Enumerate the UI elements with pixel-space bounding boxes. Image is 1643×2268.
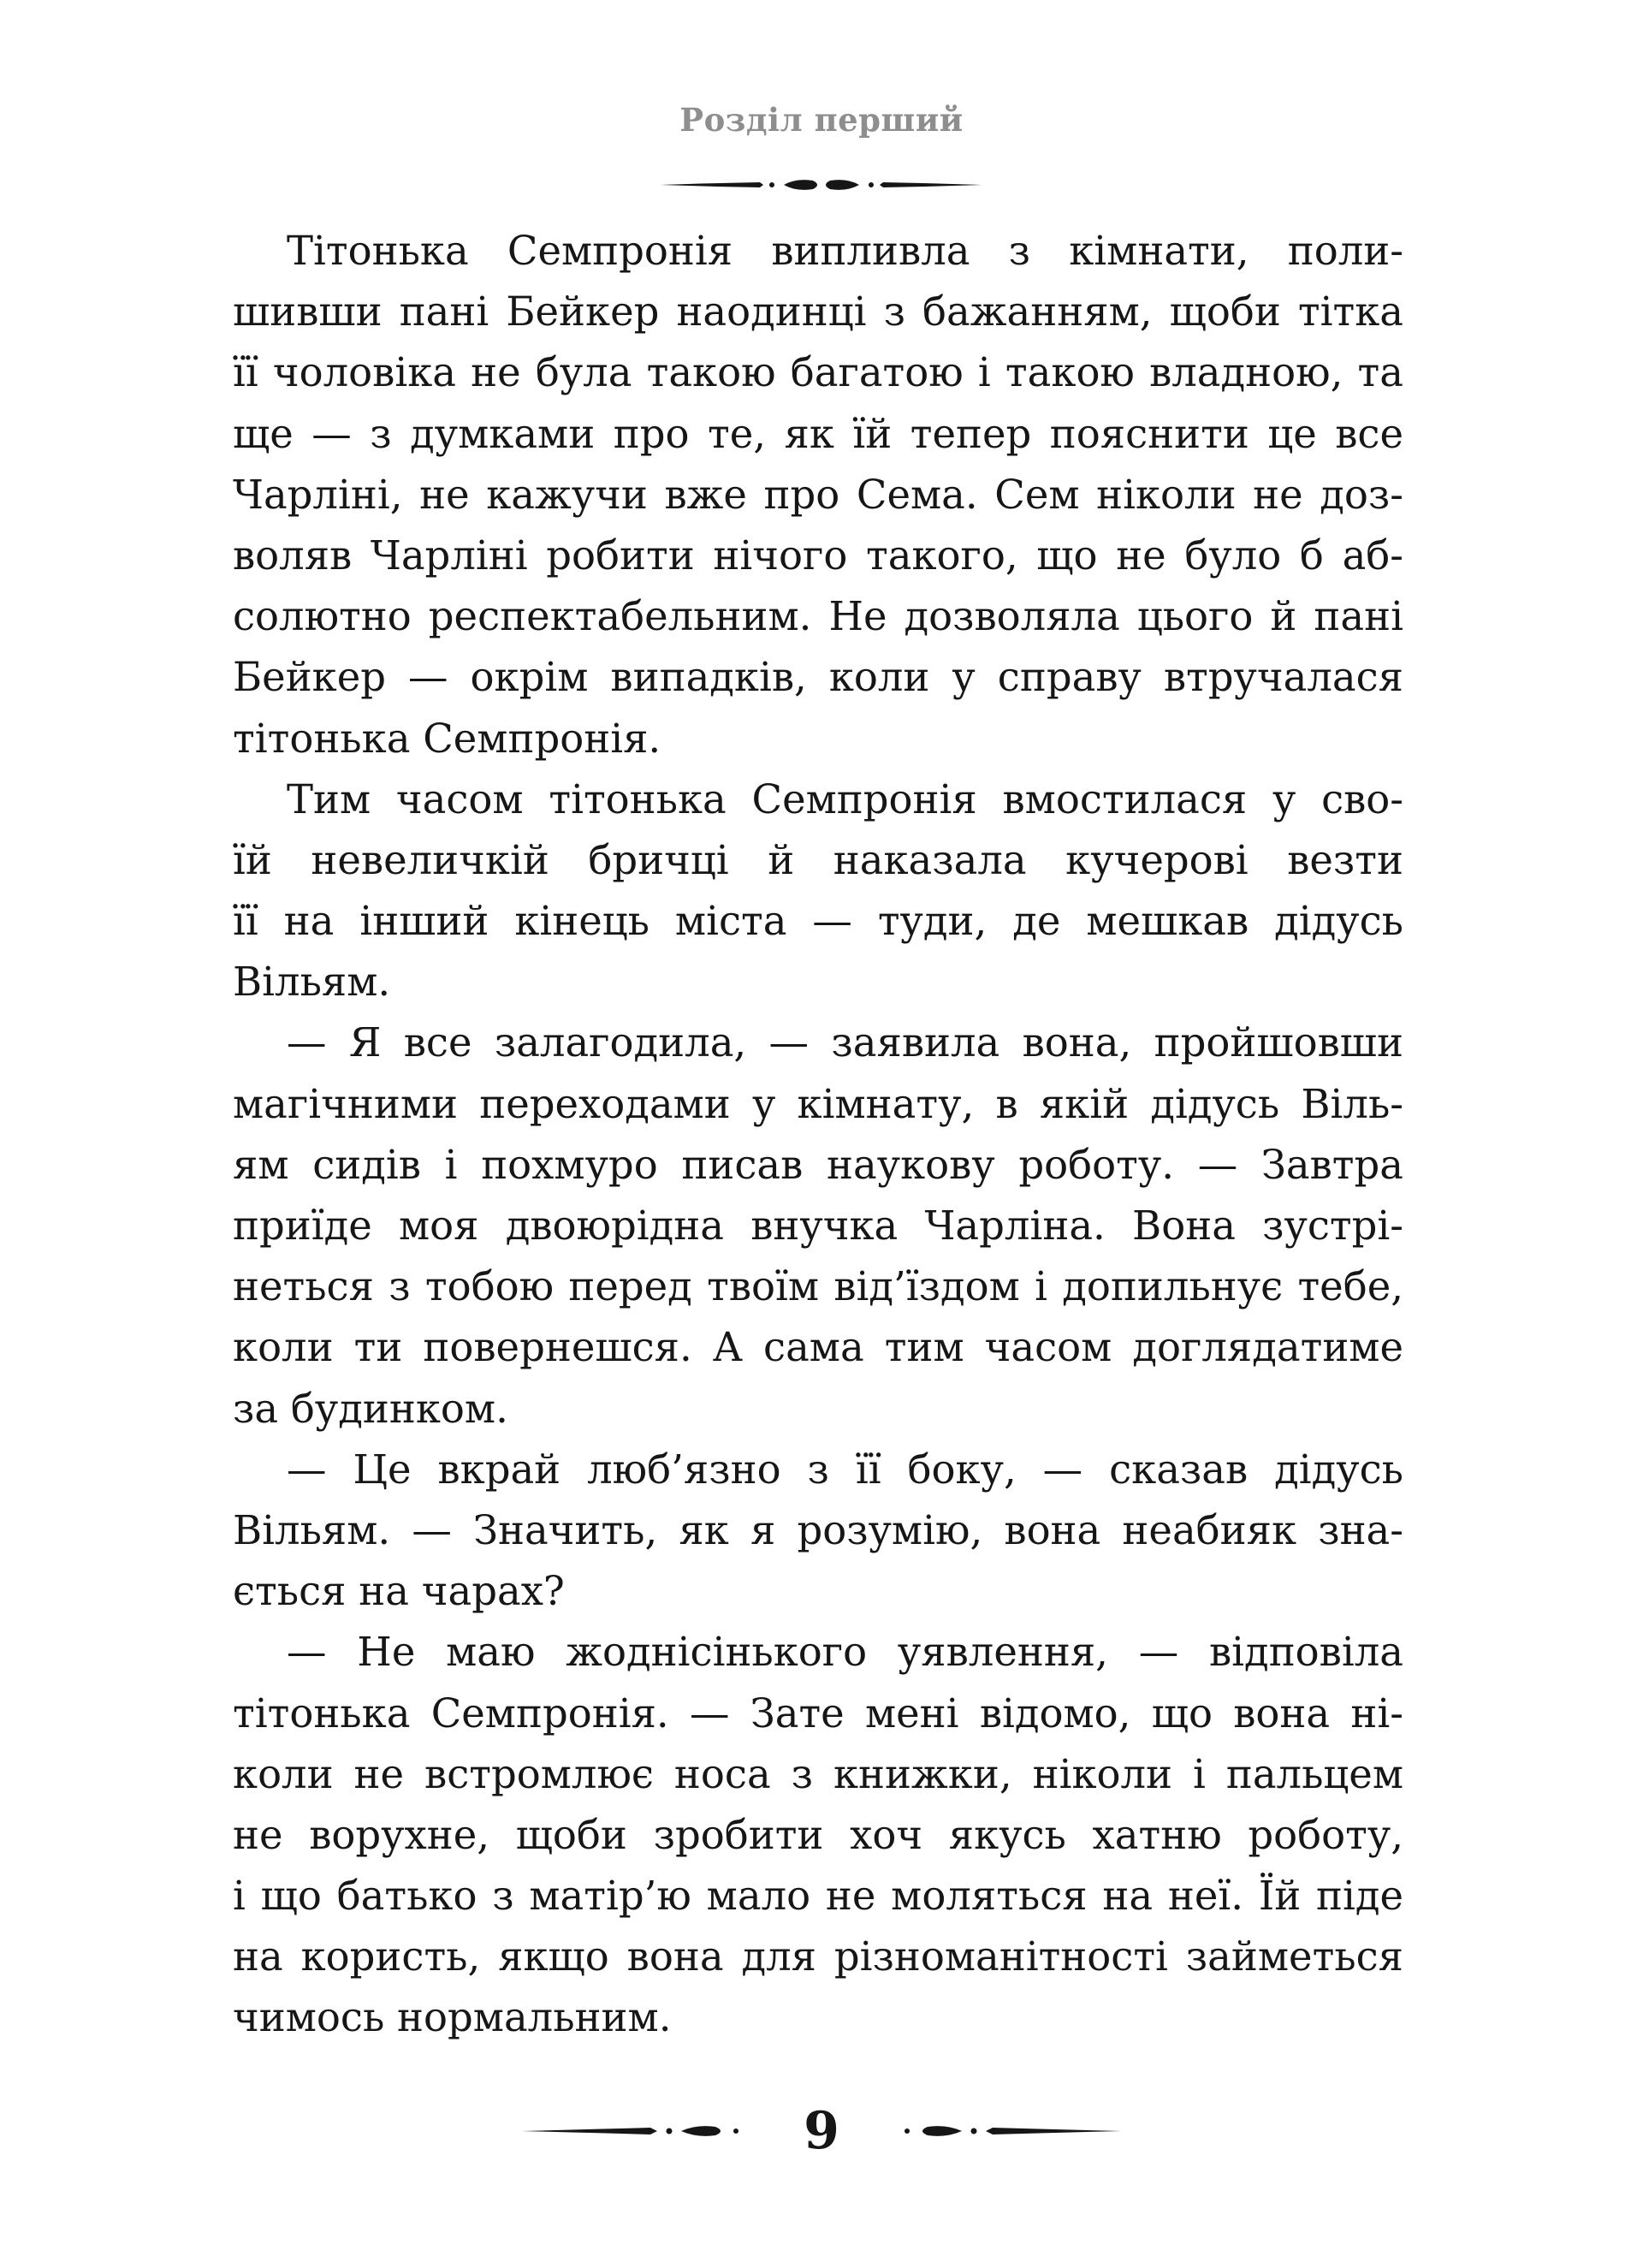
text-line: солютно респектабельним. Не дозволяла цього й пані: [233, 593, 1403, 640]
text-line: шивши пані Бейкер наодинці з бажанням, щоби тітка: [233, 288, 1403, 335]
page-number: 9: [804, 2101, 839, 2161]
text-line: ям сидів і похмуро писав наукову роботу. — Завтра: [233, 1141, 1403, 1188]
text-line: ється на чарах?: [233, 1568, 565, 1615]
footer-ornament-right: [890, 2121, 1121, 2141]
text-line: приїде моя двоюрідна внучка Чарліна. Вона зустрі-: [233, 1202, 1403, 1249]
text-line: Тим часом тітонька Семпронія вмостилася у сво-: [287, 775, 1403, 822]
text-line: Чарліні, не кажучи вже про Сема. Сем ніколи не доз-: [233, 471, 1403, 518]
paragraph: [233, 221, 1403, 769]
text-line: за будинком.: [233, 1385, 508, 1432]
body-text: [233, 221, 1403, 2049]
text-line: її на інший кінець міста — туди, де мешкав дідусь: [233, 898, 1403, 945]
text-line: коли не встромлює носа з книжки, ніколи і пальцем: [233, 1750, 1403, 1797]
text-line: Вільям.: [233, 959, 391, 1006]
text-line: не ворухне, щоби зробити хоч якусь хатню роботу,: [233, 1811, 1403, 1858]
text-line: Бейкер — окрім випадків, коли у справу втручалася: [233, 654, 1403, 701]
text-line: її чоловіка не була такою багатою і такою владною, та: [233, 349, 1403, 396]
text-line: магічними переходами у кімнату, в якій дідусь Віль-: [233, 1080, 1403, 1127]
text-line: неться з тобою перед твоїм від’їздом і допильнує тебе,: [233, 1263, 1403, 1310]
text-line: коли ти повернешся. А сама тим часом доглядатиме: [233, 1324, 1403, 1371]
text-line: тітонька Семпронія.: [233, 715, 661, 762]
paragraph: [233, 1440, 1403, 1623]
text-line: Тітонька Семпронія випливла з кімнати, поли-: [287, 228, 1403, 274]
text-line: їй невеличкій бричці й наказала кучерові везти: [233, 836, 1403, 883]
text-line: чимось нормальним.: [233, 1994, 672, 2041]
page-footer: [522, 2097, 1121, 2165]
text-line: — Я все залагодила, — заявила вона, пройшовши: [287, 1019, 1403, 1066]
text-line: — Не маю жоднісінького уявлення, — відповіла: [287, 1629, 1403, 1676]
text-line: Вільям. — Значить, як я розумію, вона неабияк зна-: [233, 1506, 1403, 1553]
paragraph: [233, 1622, 1403, 2048]
running-head: Розділ перший: [679, 101, 964, 139]
text-line: — Це вкрай люб’язно з її боку, — сказав дідусь: [287, 1446, 1403, 1493]
text-line: і що батько з матір’ю мало не моляться на неї. Їй піде: [233, 1873, 1403, 1920]
text-line: ще — з думками про те, як їй тепер пояснити це все: [233, 410, 1403, 457]
text-line: на користь, якщо вона для різноманітності займеться: [233, 1933, 1403, 1980]
paragraph: [233, 1012, 1403, 1439]
chapter-ornament: [659, 175, 984, 195]
paragraph: [233, 769, 1403, 1013]
text-line: воляв Чарліні робити нічого такого, що не було б аб-: [233, 531, 1403, 579]
text-line: тітонька Семпронія. — Зате мені відомо, що вона ні-: [233, 1689, 1403, 1737]
